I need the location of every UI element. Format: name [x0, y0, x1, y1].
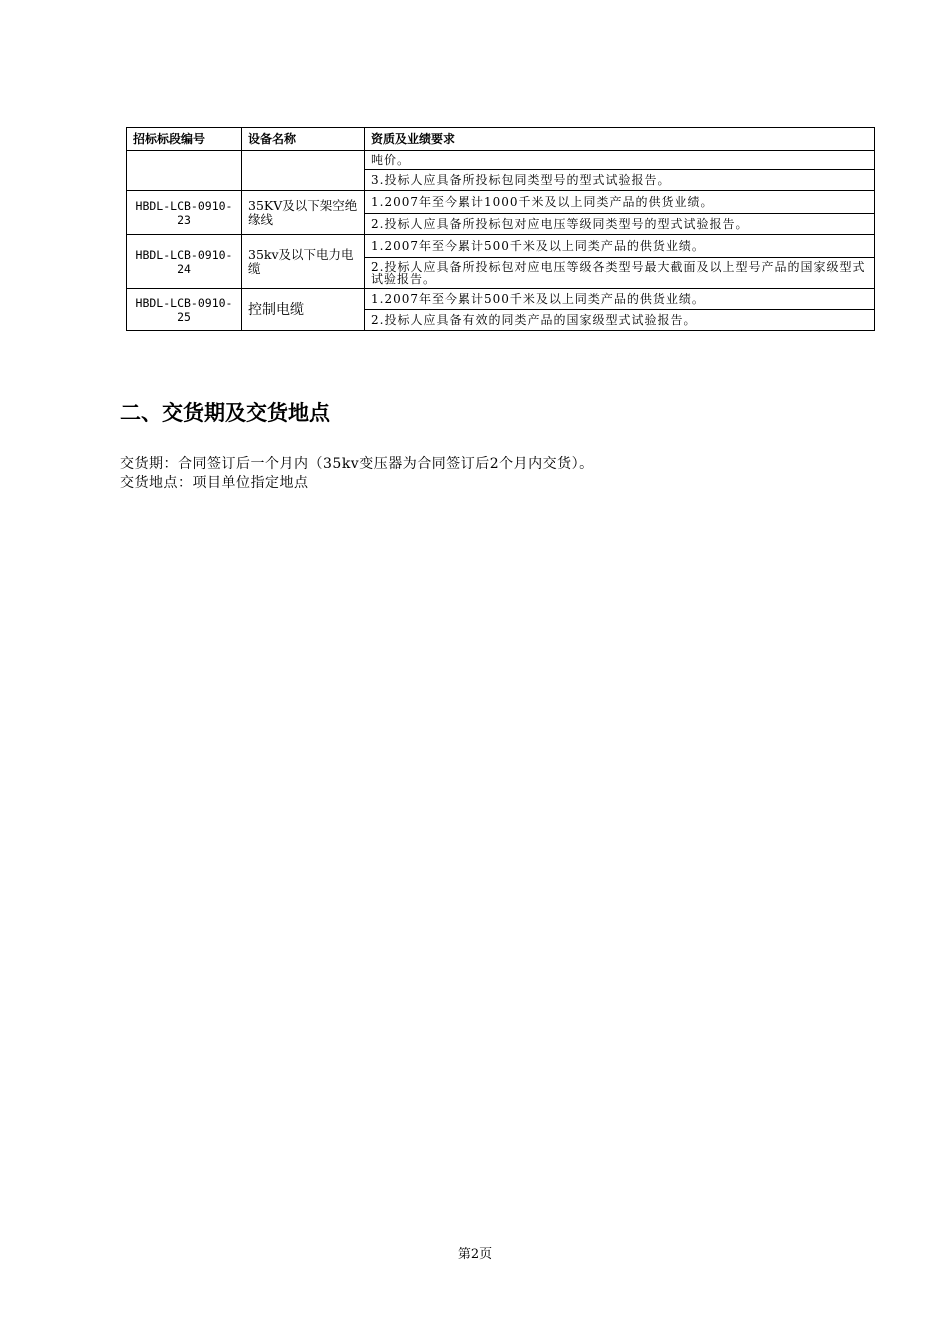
requirement-cell: 吨价。 — [365, 151, 875, 170]
header-equipment-name: 设备名称 — [242, 128, 365, 151]
header-section-code: 招标标段编号 — [127, 128, 242, 151]
requirements-table — [126, 127, 875, 331]
requirement-cell: 1.2007年至今累计500千米及以上同类产品的供货业绩。 — [365, 235, 875, 258]
section-code-cell: HBDL-LCB-0910-23 — [127, 191, 242, 235]
section-heading: 二、交货期及交货地点 — [120, 401, 330, 425]
requirement-cell: 1.2007年至今累计1000千米及以上同类产品的供货业绩。 — [365, 191, 875, 214]
delivery-location-text: 交货地点：项目单位指定地点 — [120, 475, 309, 491]
requirement-cell: 2.投标人应具备有效的同类产品的国家级型式试验报告。 — [365, 310, 875, 331]
requirement-cell: 2.投标人应具备所投标包对应电压等级同类型号的型式试验报告。 — [365, 214, 875, 235]
equipment-name-cell: 35kv及以下电力电缆 — [242, 235, 365, 289]
requirement-cell: 3.投标人应具备所投标包同类型号的型式试验报告。 — [365, 170, 875, 191]
table-row — [127, 191, 875, 214]
requirement-cell: 2.投标人应具备所投标包对应电压等级各类型号最大截面及以上型号产品的国家级型式试验报告。 — [365, 258, 875, 289]
section-code-cell: HBDL-LCB-0910-25 — [127, 289, 242, 331]
table-row — [127, 289, 875, 310]
table-row — [127, 151, 875, 170]
header-requirements: 资质及业绩要求 — [365, 128, 875, 151]
table-header-row — [127, 128, 875, 151]
page-number: 第2页 — [457, 1247, 493, 1262]
equipment-name-cell: 控制电缆 — [242, 289, 365, 331]
requirement-cell: 1.2007年至今累计500千米及以上同类产品的供货业绩。 — [365, 289, 875, 310]
name-cell-empty — [242, 151, 365, 191]
delivery-period-text: 交货期：合同签订后一个月内（35kv变压器为合同签订后2个月内交货）。 — [120, 456, 594, 472]
section-code-cell: HBDL-LCB-0910-24 — [127, 235, 242, 289]
code-cell-empty — [127, 151, 242, 191]
table-row — [127, 235, 875, 258]
equipment-name-cell: 35KV及以下架空绝缘线 — [242, 191, 365, 235]
